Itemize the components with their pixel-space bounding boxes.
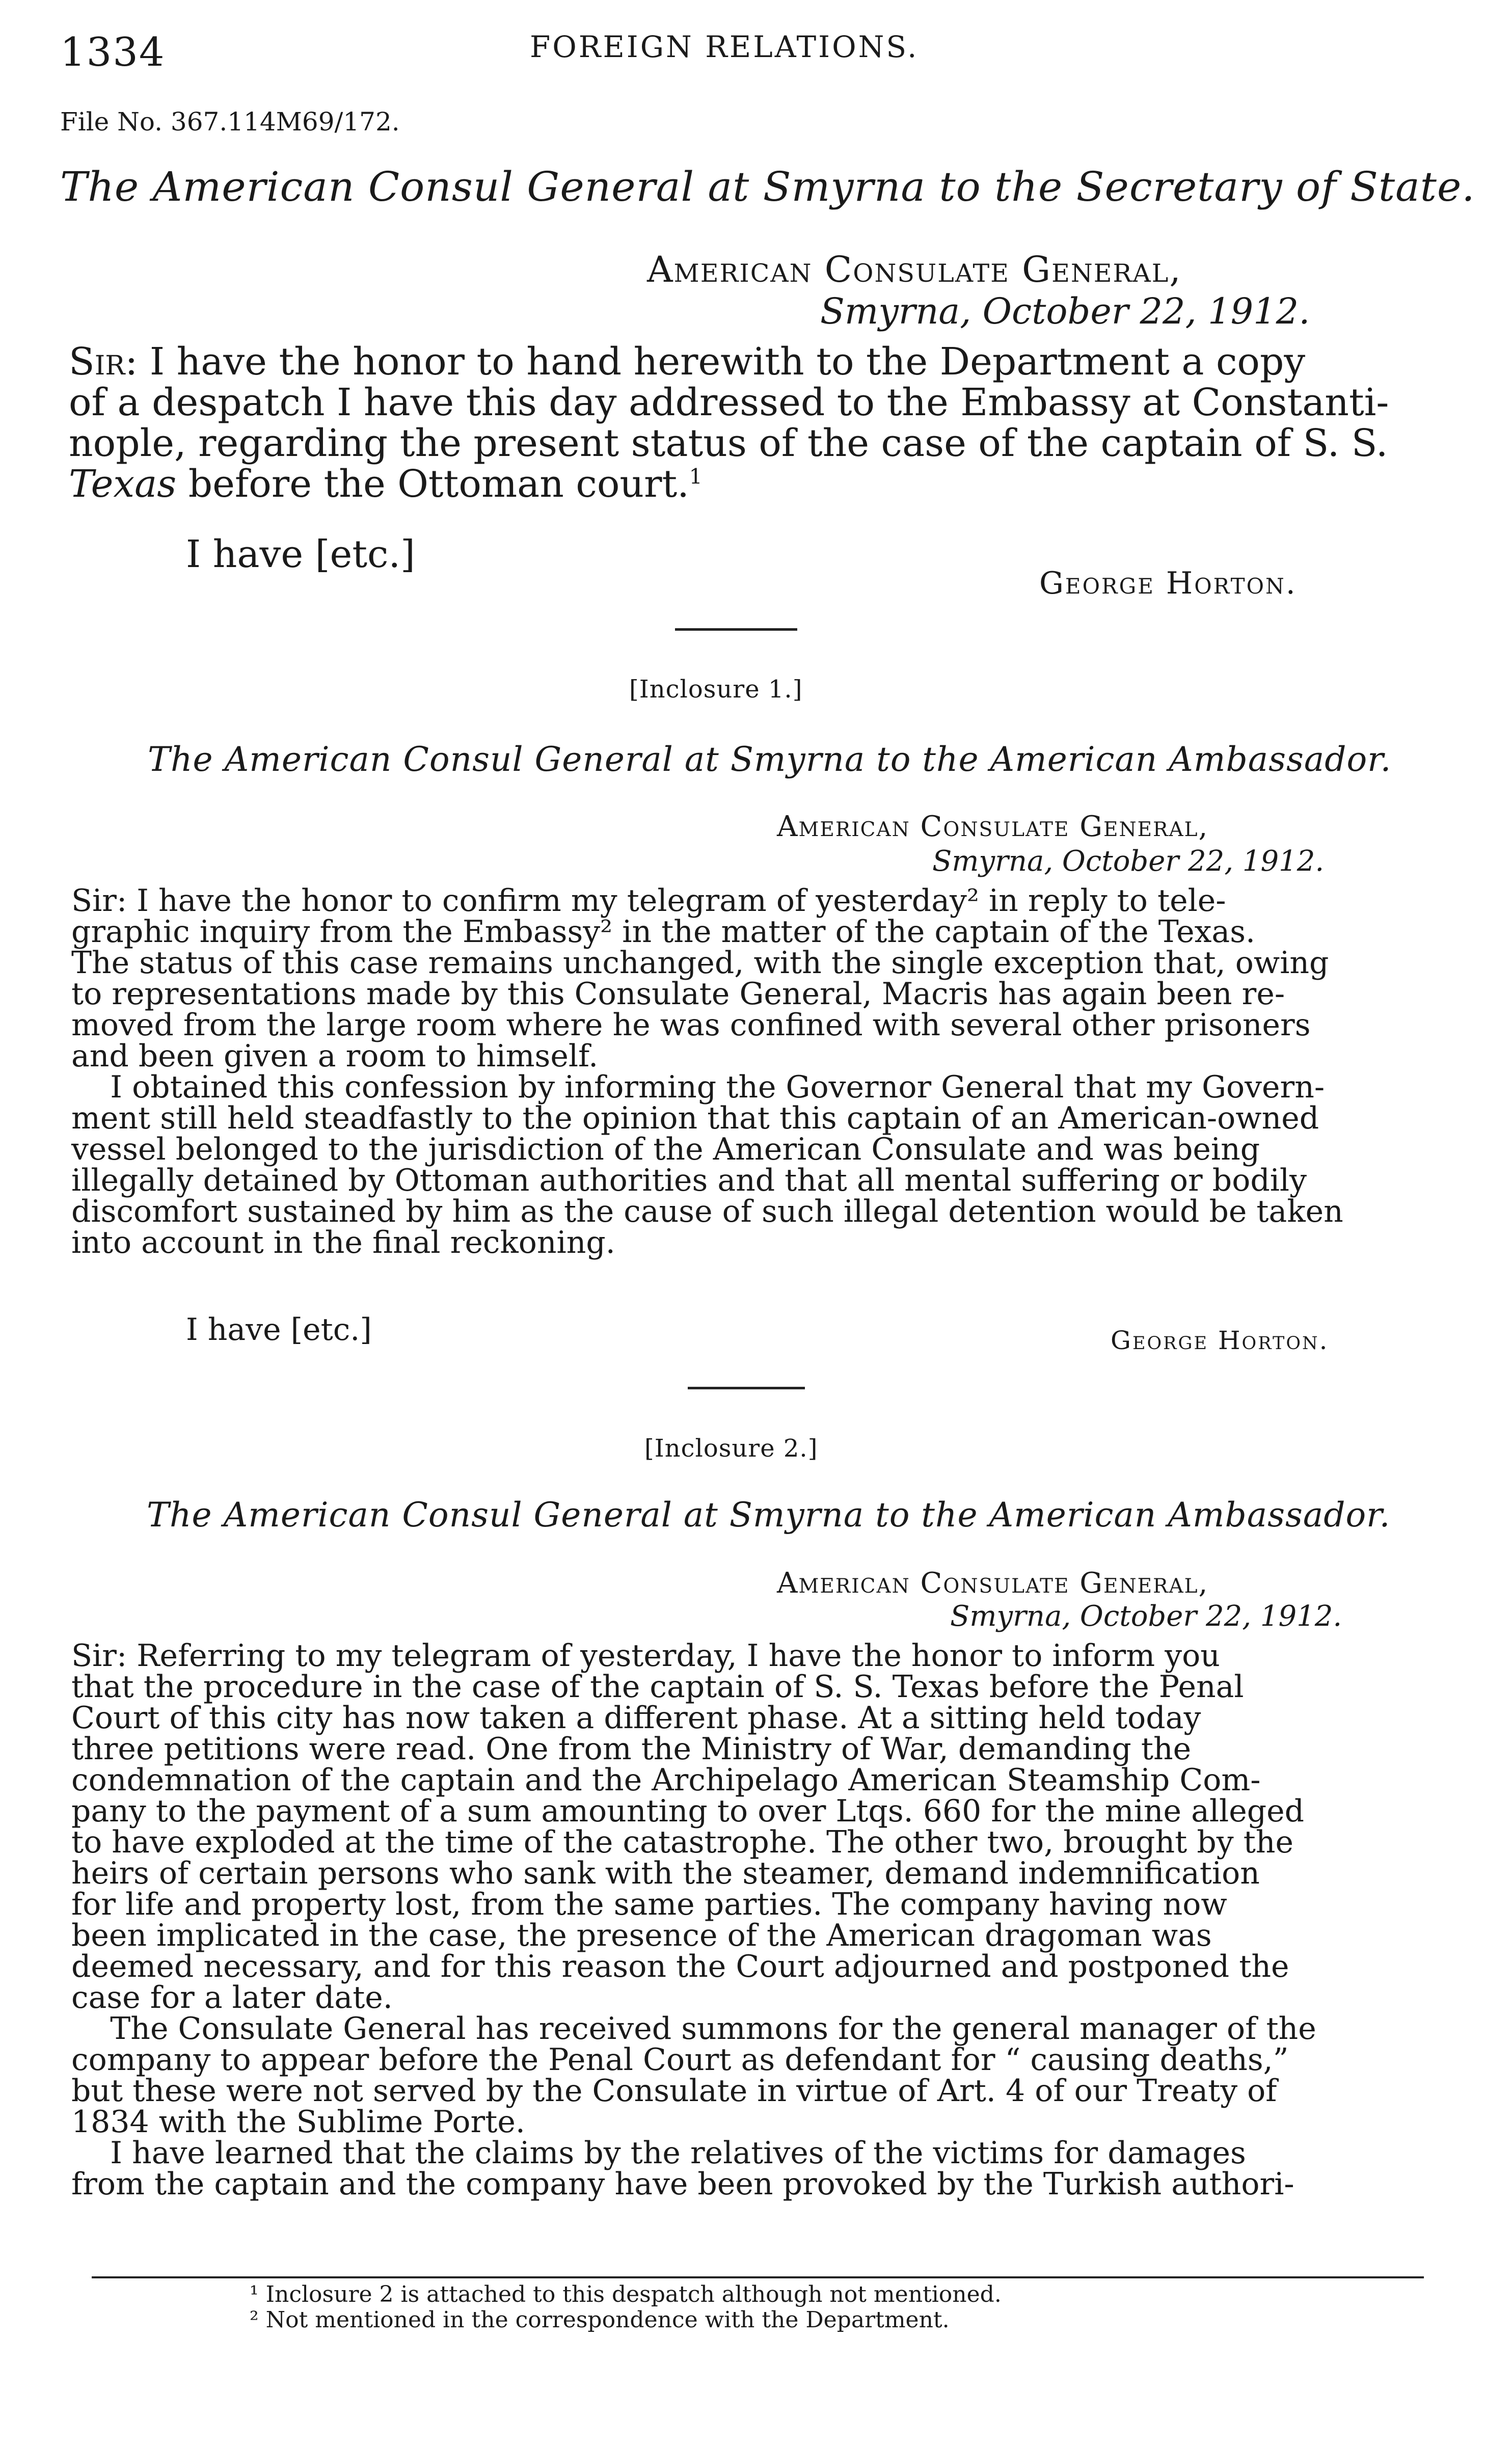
inclosure-2-line: condemnation of the captain and the Archipelago American Steamship Com- <box>71 1762 1261 1798</box>
inclosure-2-date: Smyrna, October 22, 1912. <box>950 1600 1342 1633</box>
letter-address: American Consulate General, <box>647 249 1182 290</box>
section-divider <box>675 628 797 631</box>
inclosure-2-line: three petitions were read. One from the Ministry of War, demanding the <box>71 1731 1192 1767</box>
letter-line: nople, regarding the present status of the case of the captain of S. S. <box>69 421 1388 465</box>
inclosure-1-line: The status of this case remains unchanged, with the single exception that, owing <box>71 945 1329 981</box>
inclosure-1-line: illegally detained by Ottoman authorities and that all mental suffering or bodily <box>71 1163 1307 1198</box>
inclosure-2-line: I have learned that the claims by the relatives of the victims for damages <box>71 2135 1246 2171</box>
inclosure-1-line: discomfort sustained by him as the cause of such illegal detention would be taken <box>71 1194 1343 1229</box>
letter-body <box>69 341 1414 504</box>
letter-line-text: before the Ottoman court. <box>176 462 689 506</box>
footnote-ref: 1 <box>689 464 703 489</box>
inclosure-1-body <box>71 885 1343 1258</box>
inclosure-2-line: to have exploded at the time of the catastrophe. The other two, brought by the <box>71 1824 1293 1860</box>
letter-date: Smyrna, October 22, 1912. <box>820 290 1310 332</box>
footnote-divider <box>92 2276 1424 2278</box>
inclosure-2-line: that the procedure in the case of the captain of S. S. Texas before the Penal <box>71 1669 1244 1705</box>
inclosure-1-closing: I have [etc.] <box>186 1312 372 1348</box>
letter-line <box>69 341 1414 382</box>
letter-line <box>69 464 1414 504</box>
inclosure-1-line: vessel belonged to the jurisdiction of the American Consulate and was being <box>71 1132 1260 1167</box>
page-number: 1334 <box>60 30 166 75</box>
inclosure-1-line: Sir: I have the honor to confirm my telegram of yesterday² in reply to tele- <box>71 883 1226 919</box>
inclosure-1-line: graphic inquiry from the Embassy² in the matter of the captain of the Texas. <box>71 914 1256 950</box>
inclosure-2-line: Sir: Referring to my telegram of yesterday, I have the honor to inform you <box>71 1638 1220 1674</box>
footnote-1: ¹ Inclosure 2 is attached to this despatch although not mentioned. <box>250 2281 1002 2307</box>
inclosure-2-line: deemed necessary, and for this reason the Court adjourned and postponed the <box>71 1949 1289 1984</box>
footnote-2: ² Not mentioned in the correspondence with the Department. <box>250 2307 950 2333</box>
inclosure-2-title: The American Consul General at Smyrna to the American Ambassador. <box>147 1495 1391 1535</box>
file-number: File No. 367.114M69/172. <box>60 107 400 137</box>
letter-line: of a despatch I have this day addressed to the Embassy at Constanti- <box>69 381 1389 424</box>
inclosure-1-line: moved from the large room where he was confined with several other prisoners <box>71 1007 1311 1043</box>
inclosure-1-line: and been given a room to himself. <box>71 1038 599 1074</box>
inclosure-1-label: [Inclosure 1.] <box>629 675 803 704</box>
letter-closing: I have [etc.] <box>186 532 415 576</box>
letter-title: The American Consul General at Smyrna to the Secretary of State. <box>60 163 1475 210</box>
inclosure-2-line: heirs of certain persons who sank with the steamer, demand indemnification <box>71 1856 1260 1891</box>
inclosure-2-line: but these were not served by the Consulate in virtue of Art. 4 of our Treaty of <box>71 2073 1277 2109</box>
inclosure-1-date: Smyrna, October 22, 1912. <box>932 845 1325 878</box>
inclosure-2-line: from the captain and the company have been provoked by the Turkish authori- <box>71 2166 1294 2202</box>
inclosure-1-address: American Consulate General, <box>777 810 1209 843</box>
salutation: Sir <box>69 340 125 384</box>
inclosure-2-body <box>71 1638 1316 2202</box>
running-head: FOREIGN RELATIONS. <box>530 30 919 64</box>
inclosure-2-label: [Inclosure 2.] <box>644 1434 818 1463</box>
inclosure-2-line: The Consulate General has received summons for the general manager of the <box>71 2011 1316 2047</box>
letter-line-text: : I have the honor to hand herewith to the Department a copy <box>125 340 1306 384</box>
inclosure-1-line: into account in the final reckoning. <box>71 1225 615 1260</box>
inclosure-2-line: company to appear before the Penal Court as defendant for “ causing deaths,” <box>71 2042 1289 2078</box>
inclosure-1-line: ment still held steadfastly to the opinion that this captain of an American-owned <box>71 1100 1319 1136</box>
section-divider <box>688 1387 805 1389</box>
inclosure-1-title: The American Consul General at Smyrna to the American Ambassador. <box>148 740 1392 779</box>
inclosure-2-line: pany to the payment of a sum amounting to over Ltqs. 660 for the mine alleged <box>71 1793 1305 1829</box>
inclosure-2-line: 1834 with the Sublime Porte. <box>71 2104 525 2140</box>
inclosure-2-line: Court of this city has now taken a different phase. At a sitting held today <box>71 1700 1201 1736</box>
inclosure-1-line: to representations made by this Consulate General, Macris has again been re- <box>71 976 1285 1012</box>
inclosure-2-line: case for a later date. <box>71 1980 393 2015</box>
inclosure-2-line: been implicated in the case, the presence of the American dragoman was <box>71 1918 1212 1953</box>
inclosure-1-line: I obtained this confession by informing the Governor General that my Govern- <box>71 1069 1325 1105</box>
inclosure-2-address: American Consulate General, <box>777 1567 1209 1600</box>
inclosure-2-line: for life and property lost, from the same parties. The company having now <box>71 1887 1227 1922</box>
letter-signature: George Horton. <box>1039 566 1297 601</box>
inclosure-1-signature: George Horton. <box>1111 1326 1329 1355</box>
ship-name: Texas <box>69 462 177 506</box>
